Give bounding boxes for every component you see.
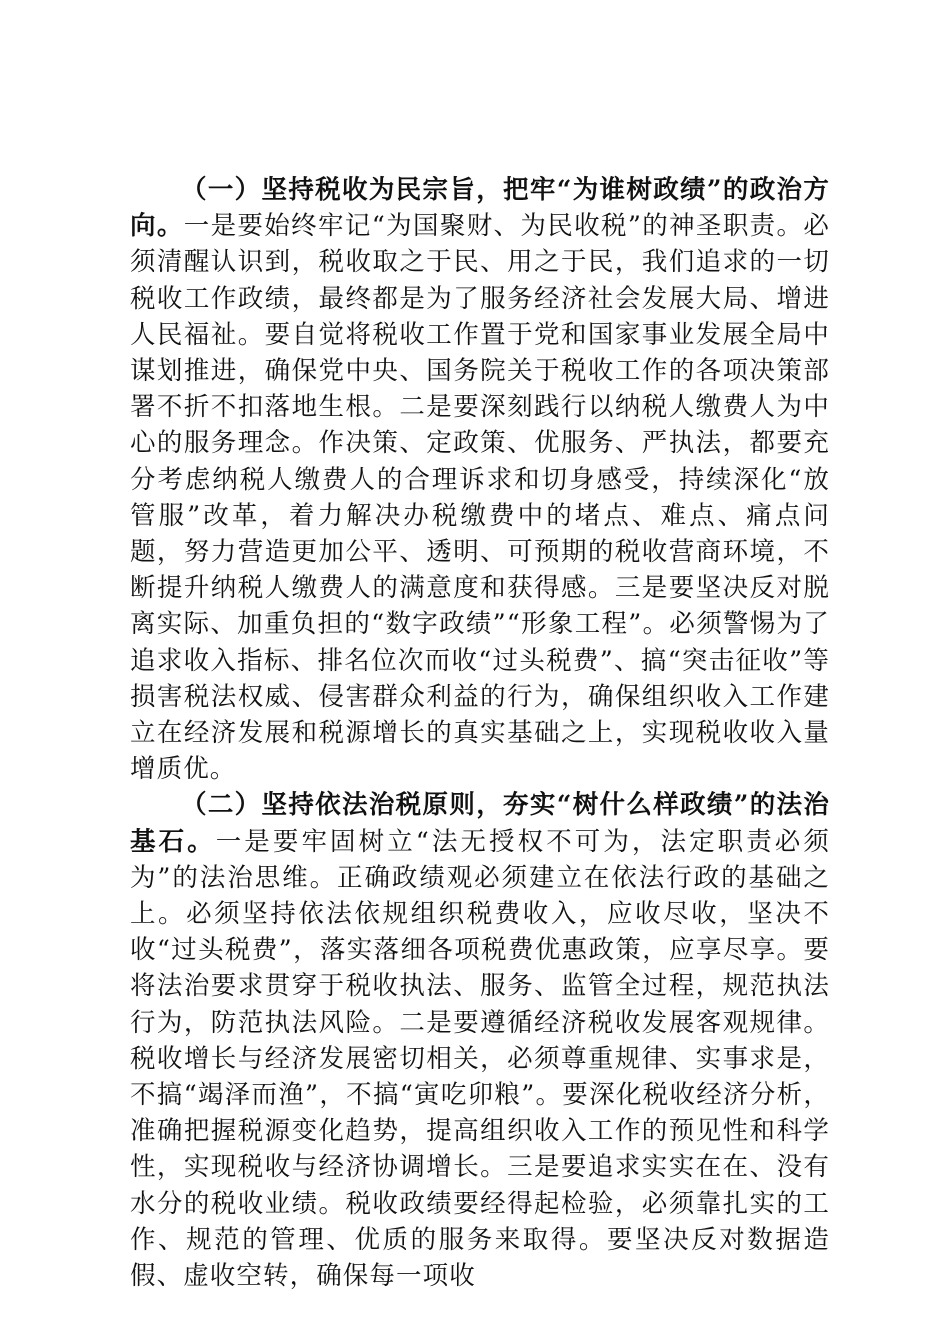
paragraph-1-heading: （一）坚持税收为民宗旨，把牢“为谁树政绩”的政治方向。 — [130, 175, 830, 242]
paragraph-2-heading: （二）坚持依法治税原则，夯实“树什么样政绩”的法治基石。 — [130, 790, 830, 857]
paragraph-2 — [130, 787, 830, 1294]
paragraph-1-body: 一是要始终牢记“为国聚财、为民收税”的神圣职责。必须清醒认识到，税收取之于民、用之于民，我们追求的一切税收工作政绩，最终都是为了服务经济社会发展大局、增进人民福祉。要自觉将税收工作置于党和国家事业发展全局中谋划推进，确保党中央、国务院关于税收工作的各项决策部署不折不扣落地生根。二是要深刻践行以纳税人缴费人为中心的服务理念。作决策、定政策、优服务、严执法，都要充分考虑纳税人缴费人的合理诉求和切身感受，持续深化“放管服”改革，着力解决办税缴费中的堵点、难点、痛点问题，努力营造更加公平、透明、可预期的税收营商环境，不断提升纳税人缴费人的满意度和获得感。三是要坚决反对脱离实际、加重负担的“数字政绩”“形象工程”。必须警惕为了追求收入指标、排名位次而收“过头税费”、搞“突击征收”等损害税法权威、侵害群众利益的行为，确保组织收入工作建立在经济发展和税源增长的真实基础之上，实现税收收入量增质优。 — [130, 211, 830, 785]
document-page — [130, 172, 830, 1294]
paragraph-1 — [130, 172, 830, 787]
paragraph-2-body: 一是要牢固树立“法无授权不可为，法定职责必须为”的法治思维。正确政绩观必须建立在依法行政的基础之上。必须坚持依法依规组织税费收入，应收尽收，坚决不收“过头税费”，落实落细各项税费优惠政策，应享尽享。要将法治要求贯穿于税收执法、服务、监管全过程，规范执法行为，防范执法风险。二是要遵循经济税收发展客观规律。税收增长与经济发展密切相关，必须尊重规律、实事求是，不搞“竭泽而渔”，不搞“寅吃卯粮”。要深化税收经济分析，准确把握税源变化趋势，提高组织收入工作的预见性和科学性，实现税收与经济协调增长。三是要追求实实在在、没有水分的税收业绩。税收政绩要经得起检验，必须靠扎实的工作、规范的管理、优质的服务来取得。要坚决反对数据造假、虚收空转，确保每一项收 — [130, 826, 830, 1292]
